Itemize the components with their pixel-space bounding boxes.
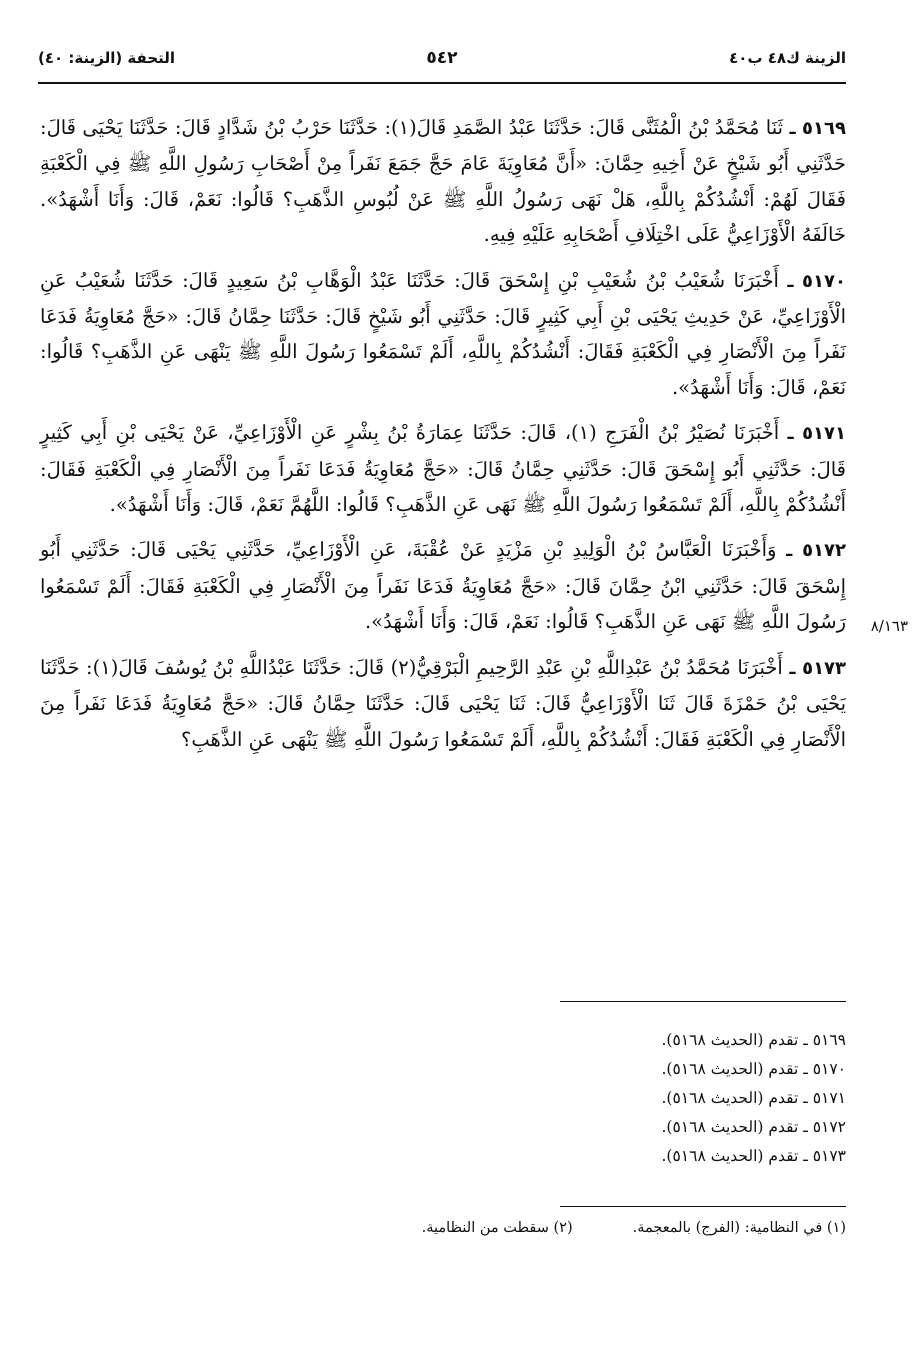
cross-reference-item: ٥١٦٩ ـ تقدم (الحديث ٥١٦٨).: [661, 1031, 846, 1049]
page-number: ٥٤٢: [426, 48, 458, 68]
cross-reference-item: ٥١٧٠ ـ تقدم (الحديث ٥١٦٨).: [661, 1060, 846, 1078]
hadith-5171: [40, 415, 846, 522]
cross-reference-list: [520, 1026, 846, 1171]
cross-reference-item: ٥١٧١ ـ تقدم (الحديث ٥١٦٨).: [661, 1089, 846, 1107]
hadith-number: ٥١٧٢ ـ: [786, 540, 847, 562]
hadith-5172: [40, 532, 846, 639]
references-divider: [560, 1001, 846, 1002]
hadith-5170: [40, 263, 846, 406]
header-divider: [38, 82, 846, 84]
footnote-2: (٢) سقطت من النظامية.: [421, 1220, 573, 1236]
hadith-text: أَخْبَرَنَا مُحَمَّدُ بْنُ عَبْدِاللَّهِ بْنِ عَبْدِ الرَّحِيمِ الْبَرْقِيُّ(٢) قَالَ: حَدَّثَنَا عَبْدُاللَّهِ بْنُ يُوسُفَ قَالَ(١): حَدَّثَنَا يَحْيَى بْنُ حَمْزَةَ قَالَ ثَنَا الْأَوْزَاعِيُّ قَالَ: ثَنَا يَحْيَى قَالَ: حَدَّثَنَا حِمَّانُ قَالَ: «حَجَّ مُعَاوِيَةُ فَدَعَا نَفَراً مِنَ الْأَنْصَارِ فِي الْكَعْبَةِ فَقَالَ: أَنْشُدُكُمْ بِاللَّهِ، أَلَمْ تَسْمَعُوا رَسُولَ اللَّهِ ﷺ يَنْهَى عَنِ الذَّهَبِ؟: [40, 655, 846, 751]
page-header: [38, 42, 846, 74]
footnotes-divider: [560, 1206, 846, 1207]
hadith-5173: [40, 650, 846, 757]
margin-volume-page-note: ٨/١٦٣: [870, 617, 908, 635]
hadith-text: أَخْبَرَنَا نُصَيْرُ بْنُ الْفَرَجِ (١)، قَالَ: حَدَّثَنَا عِمَارَةُ بْنُ بِشْرٍ عَنِ الْأَوْزَاعِيِّ، عَنْ يَحْيَى بْنِ أَبِي كَثِيرٍ قَالَ: حَدَّثَنِي أَبُو إِسْحَقَ قَالَ: حَدَّثَنِي حِمَّانُ قَالَ: «حَجَّ مُعَاوِيَةُ فَدَعَا نَفَراً مِنَ الْأَنْصَارِ فِي الْكَعْبَةِ فَقَالَ: أَنْشُدُكُمْ بِاللَّهِ، أَلَمْ تَسْمَعُوا رَسُولَ اللَّهِ ﷺ نَهَى عَنِ الذَّهَبِ؟ قَالُوا: اللَّهُمَّ نَعَمْ، قَالَ: وَأَنَا أَشْهَدُ».: [40, 421, 846, 517]
hadith-number: ٥١٦٩ ـ: [789, 118, 846, 139]
hadith-number: ٥١٧٣ ـ: [789, 657, 847, 679]
cross-reference-item: ٥١٧٢ ـ تقدم (الحديث ٥١٦٨).: [661, 1118, 846, 1136]
footnote-1: (١) في النظامية: (الفرج) بالمعجمة.: [632, 1220, 846, 1236]
hadith-text: ثَنَا مُحَمَّدُ بْنُ الْمُثَنَّى قَالَ: حَدَّثَنَا عَبْدُ الصَّمَدِ قَالَ(١): حَدَّثَنَا حَرْبُ بْنُ شَدَّادٍ قَالَ: حَدَّثَنَا يَحْيَى قَالَ: حَدَّثَنِي أَبُو شَيْخٍ عَنْ أَخِيهِ حِمَّانَ: «أَنَّ مُعَاوِيَةَ عَامَ حَجَّ جَمَعَ نَفَراً مِنْ أَصْحَابِ رَسُولِ اللَّهِ ﷺ فِي الْكَعْبَةِ فَقَالَ لَهُمْ: أَنْشُدُكُمْ بِاللَّهِ، هَلْ نَهَى رَسُولُ اللَّهِ ﷺ عَنْ لُبُوسِ الذَّهَبِ؟ قَالُوا: نَعَمْ، قَالَ: وَأَنَا أَشْهَدُ». خَالَفَهُ الْأَوْزَاعِيُّ عَلَى اخْتِلَافِ أَصْحَابِهِ عَلَيْهِ فِيهِ.: [40, 116, 846, 247]
hadith-body: [40, 110, 846, 767]
hadith-number: ٥١٧٠ ـ: [787, 270, 846, 292]
footnotes: [300, 1220, 846, 1236]
hadith-text: وَأَخْبَرَنَا الْعَبَّاسُ بْنُ الْوَلِيدِ بْنِ مَزْيَدٍ عَنْ عُقْبَةَ، عَنِ الْأَوْزَاعِيِّ، حَدَّثَنِي يَحْيَى قَالَ: حَدَّثَنِي أَبُو إِسْحَقَ قَالَ: حَدَّثَنِي ابْنُ حِمَّانَ قَالَ: «حَجَّ مُعَاوِيَةُ فَدَعَا نَفَراً مِنَ الْأَنْصَارِ فِي الْكَعْبَةِ فَقَالَ: أَلَمْ تَسْمَعُوا رَسُولَ اللَّهِ ﷺ نَهَى عَنِ الذَّهَبِ؟ قَالُوا: نَعَمْ، قَالَ: وَأَنَا أَشْهَدُ».: [40, 538, 846, 634]
hadith-text: أَخْبَرَنَا شُعَيْبُ بْنُ شُعَيْبِ بْنِ إِسْحَقَ قَالَ: حَدَّثَنَا عَبْدُ الْوَهَّابِ بْنُ سَعِيدٍ قَالَ: حَدَّثَنَا شُعَيْبُ عَنِ الْأَوْزَاعِيِّ، عَنْ حَدِيثِ يَحْيَى بْنِ أَبِي كَثِيرٍ قَالَ: حَدَّثَنِي أَبُو شَيْخٍ قَالَ: حَدَّثَنَا حِمَّانُ قَالَ: «حَجَّ مُعَاوِيَةُ فَدَعَا نَفَراً مِنَ الْأَنْصَارِ فِي الْكَعْبَةِ فَقَالَ: أَنْشُدُكُمْ بِاللَّهِ، أَلَمْ تَسْمَعُوا رَسُولَ اللَّهِ ﷺ يَنْهَى عَنِ الذَّهَبِ؟ قَالُوا: نَعَمْ، قَالَ: وَأَنَا أَشْهَدُ».: [40, 268, 846, 399]
header-left-reference: التحفة (الزينة: ٤٠): [38, 49, 176, 67]
hadith-number: ٥١٧١ ـ: [787, 423, 847, 445]
hadith-5169: [40, 110, 846, 253]
cross-reference-item: ٥١٧٣ ـ تقدم (الحديث ٥١٦٨).: [661, 1147, 846, 1165]
header-right-reference: الزينة ك٤٨ ب٤٠: [729, 49, 846, 67]
